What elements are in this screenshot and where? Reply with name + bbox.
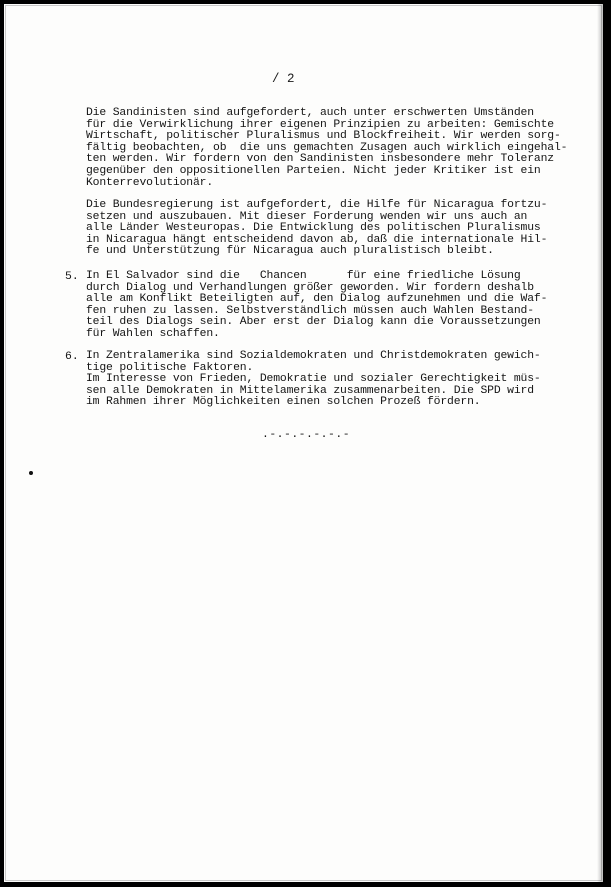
separator-line: .-.-.-.-.-.- xyxy=(262,429,351,441)
paragraph-zentralamerika xyxy=(86,350,541,409)
text-line: Die Bundesregierung ist aufgefordert, die Hilfe für Nicaragua fortzu- xyxy=(86,199,548,211)
paragraph-sandinisten xyxy=(86,107,568,189)
text-line: alle Länder Westeuropas. Die Entwicklung des politischen Pluralismus xyxy=(86,222,541,235)
text-line: Die Sandinisten sind aufgefordert, auch unter erschwerten Umständen xyxy=(86,107,534,119)
text-line: tige politische Faktoren. xyxy=(86,361,254,374)
text-line: für Wahlen schaffen. xyxy=(86,327,220,340)
text-line: Konterrevolutionär. xyxy=(86,176,214,189)
page-number: / 2 xyxy=(272,72,295,86)
text-line: ten werden. Wir fordern von den Sandinisten insbesondere mehr Toleranz xyxy=(86,153,554,166)
text-line: durch Dialog und Verhandlungen größer geworden. Wir fordern deshalb xyxy=(86,281,534,294)
text-line: setzen und auszubauen. Mit dieser Forderung wenden wir uns auch an xyxy=(86,210,528,223)
item-number-6: 6. xyxy=(65,351,79,363)
punch-hole-dot xyxy=(29,471,33,475)
page-edge-shadow xyxy=(597,4,603,882)
text-line: für die Verwirklichung ihrer eigenen Prinzipien zu arbeiten: Gemischte xyxy=(86,118,554,131)
text-line: in Nicaragua hängt entscheidend davon ab, daß die internationale Hil- xyxy=(86,233,548,246)
text-line: In El Salvador sind die Chancen für eine friedliche Lösung xyxy=(86,270,521,282)
text-line: Wirtschaft, politischer Pluralismus und Blockfreiheit. Wir werden sorg- xyxy=(86,130,561,143)
text-line: fältig beobachten, ob die uns gemachten Zusagen auch wirklich eingehal- xyxy=(86,141,568,154)
text-line: fe und Unterstützung für Nicaragua auch pluralistisch bleibt. xyxy=(86,245,494,258)
document-page xyxy=(4,4,603,882)
text-line: alle am Konflikt Beteiligten auf, den Dialog aufzunehmen und die Waf- xyxy=(86,293,548,306)
text-line: teil des Dialogs sein. Aber erst der Dialog kann die Voraussetzungen xyxy=(86,316,541,329)
text-line: sen alle Demokraten in Mittelamerika zusammenarbeiten. Die SPD wird xyxy=(86,384,534,397)
text-line: gegenüber den oppositionellen Parteien. Nicht jeder Kritiker ist ein xyxy=(86,164,541,177)
text-line: Im Interesse von Frieden, Demokratie und sozialer Gerechtigkeit müs- xyxy=(86,373,541,386)
item-number-5: 5. xyxy=(65,271,79,283)
text-line: In Zentralamerika sind Sozialdemokraten und Christdemokraten gewich- xyxy=(86,350,541,362)
paragraph-bundesregierung xyxy=(86,199,548,258)
text-line: im Rahmen ihrer Möglichkeiten einen solchen Prozeß fördern. xyxy=(86,396,481,409)
paragraph-el-salvador xyxy=(86,270,548,341)
text-line: fen ruhen zu lassen. Selbstverständlich müssen auch Wahlen Bestand- xyxy=(86,304,534,317)
